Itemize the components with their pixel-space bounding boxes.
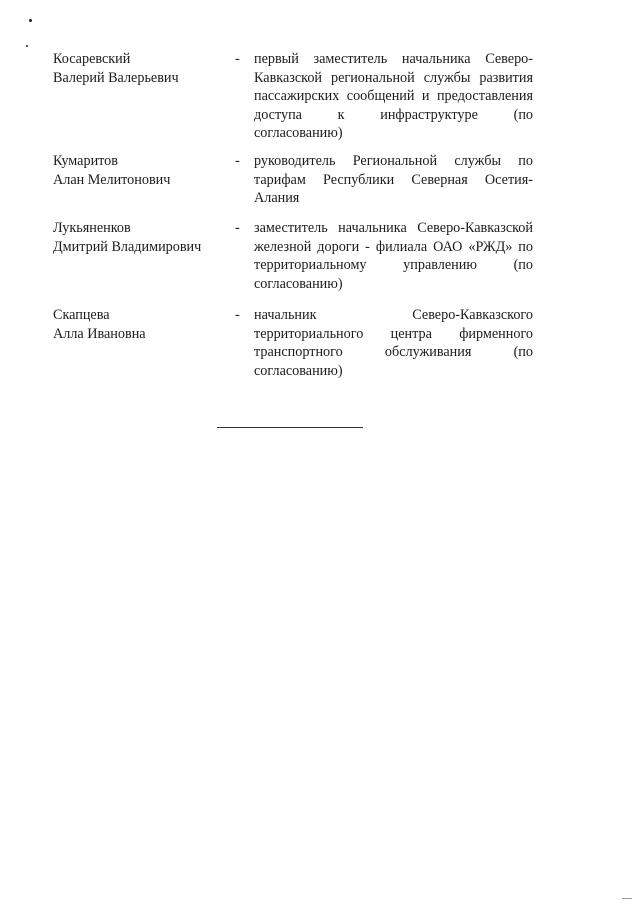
member-position [254,219,533,293]
member-given-names: Дмитрий Владимирович [53,238,202,255]
position-line: руководитель Региональной службы по [254,153,533,169]
position-line: первый заместитель начальника Северо- [254,51,533,67]
dash-separator: - [235,51,240,67]
position-line: согласованию) [254,275,343,292]
scan-speck [29,19,32,22]
position-line: Кавказской региональной службы развития [254,69,533,86]
position-line: тарифам Республики Северная Осетия- [254,171,533,188]
dash-separator: - [235,307,240,323]
member-given-names: Алла Ивановна [53,325,146,342]
member-surname: Косаревский [53,51,131,67]
position-line: железной дороги - филиала ОАО «РЖД» по [254,238,533,255]
member-name [53,306,228,343]
closing-rule [217,427,363,428]
position-line: территориальному управлению (по [254,257,533,273]
dash-separator: - [235,153,240,169]
member-given-names: Валерий Валерьевич [53,69,179,86]
member-surname: Кумаритов [53,153,118,169]
scan-edge-mark [622,898,632,899]
member-given-names: Алан Мелитонович [53,171,171,188]
member-name [53,50,228,87]
member-surname: Скапцева [53,307,110,323]
position-line: пассажирских сообщений и предоставления [254,88,533,104]
scan-speck [26,45,28,47]
position-line: доступа к инфраструктуре (по [254,106,533,123]
member-position [254,306,533,380]
position-line: согласованию) [254,362,343,379]
position-line: начальник Северо-Кавказского [254,307,533,323]
dash-separator: - [235,220,240,236]
member-position [254,50,533,143]
position-line: согласованию) [254,125,343,141]
member-surname: Лукьяненков [53,220,131,236]
member-name [53,152,228,189]
position-line: Алания [254,190,300,206]
member-position [254,152,533,208]
position-line: территориального центра фирменного [254,325,533,342]
position-line: транспортного обслуживания (по [254,344,533,360]
position-line: заместитель начальника Северо-Кавказской [254,220,533,236]
member-name [53,219,228,256]
